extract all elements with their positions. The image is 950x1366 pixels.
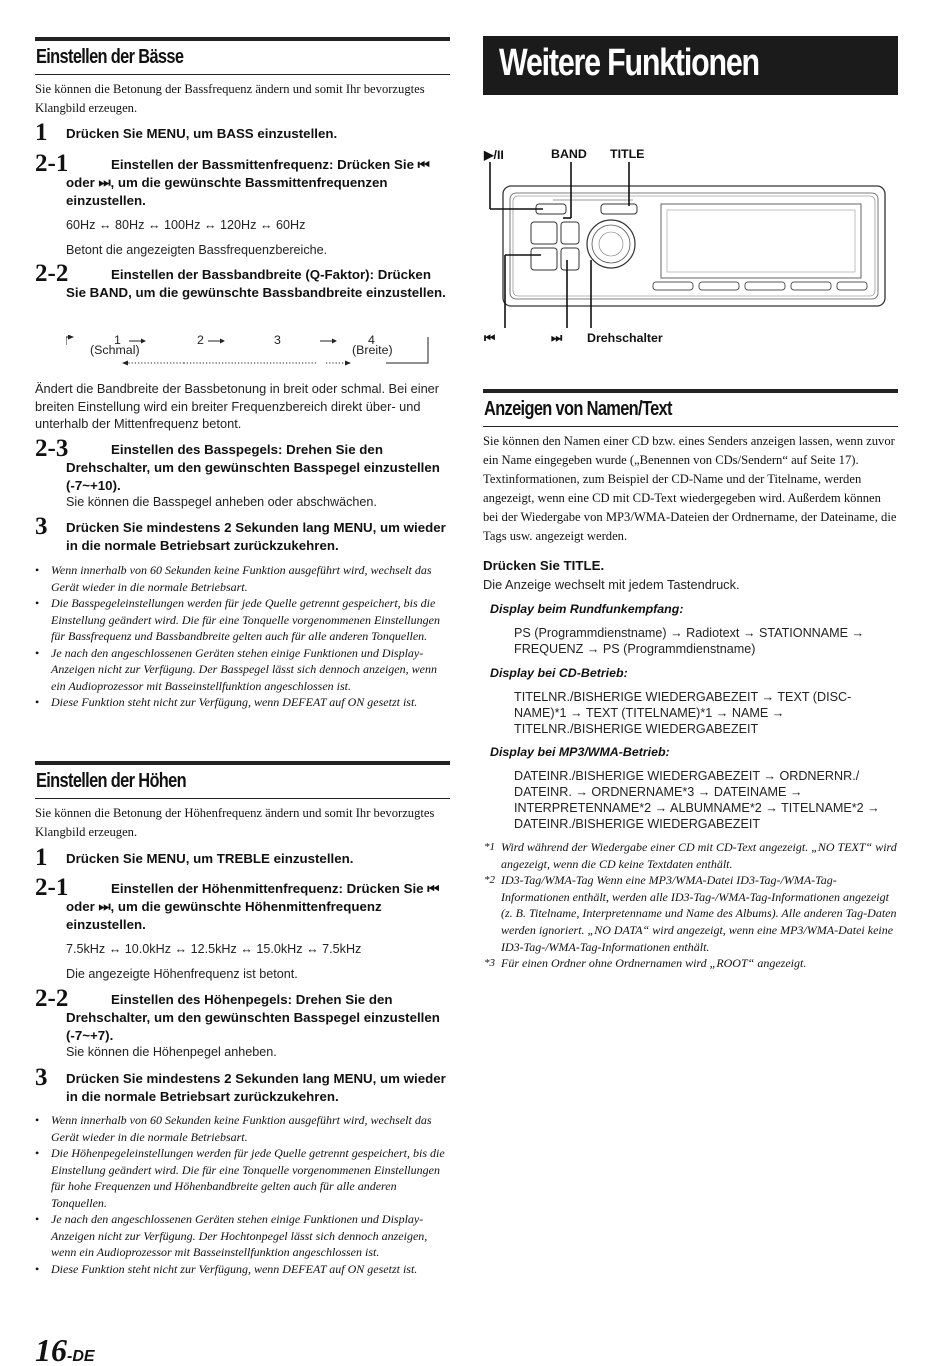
step-text: Drücken Sie MENU, um BASS einzustellen. <box>66 126 338 141</box>
footnote-text: Wird während der Wiedergabe einer CD mit CD-Text angezeigt. „NO TEXT“ wird angezeigt, wenn die CD keine Textdaten enthält. <box>501 840 897 871</box>
step-number: 2-1 <box>35 150 69 177</box>
footnote-mark: *1 <box>484 841 495 853</box>
step-note: Sie können die Basspegel anheben oder abschwächen. <box>66 495 377 509</box>
step-text: Einstellen der Bassbandbreite (Q-Faktor): Drücken Sie BAND, um die gewünschte Bassbandbreite einzustellen. <box>66 267 446 300</box>
step-text: Drücken Sie mindestens 2 Sekunden lang MENU, um wieder in die normale Betriebsart zurückzukehren. <box>66 1071 446 1104</box>
step-text: Einstellen der Höhenmittenfrequenz: Drücken Sie ⏮ oder ⏭, um die gewünschte Höhenmittenfrequenz einzustellen. <box>66 881 440 932</box>
q-value: 2 <box>197 333 204 347</box>
bass-section-heading <box>35 37 450 75</box>
treble-step-1 <box>35 844 450 871</box>
step-number: 3 <box>35 513 48 540</box>
list-item: • Diese Funktion steht nicht zur Verfügung, wenn DEFEAT auf ON gesetzt ist. <box>35 1261 450 1278</box>
band-label: BAND <box>551 147 587 161</box>
title-label: TITLE <box>610 147 645 161</box>
page-language-suffix: -DE <box>67 1348 95 1365</box>
next-track-icon: ⏭ <box>551 331 563 345</box>
q-wide-label: (Breite) <box>352 343 393 357</box>
step-number: 1 <box>35 119 48 146</box>
step-number: 3 <box>35 1064 48 1091</box>
step-number: 2-2 <box>35 260 69 287</box>
head-unit-illustration <box>483 160 898 360</box>
bass-step-1 <box>35 119 450 146</box>
list-item: • Wenn innerhalb von 60 Sekunden keine Funktion ausgeführt wird, wechselt das Gerät wieder in die normale Betriebsart. <box>35 562 450 595</box>
q-factor-note: Ändert die Bandbreite der Bassbetonung in breit oder schmal. Bei einer breiten Einstellung wird ein breiter Frequenzbereich direkt über- und unterhalb der Mittenfrequenz betont. <box>35 381 440 431</box>
treble-intro: Sie können die Betonung der Höhenfrequenz ändern und somit Ihr bevorzugtes Klangbild erzeugen. <box>35 806 435 839</box>
treble-frequency-sequence: 7.5kHz ↔ 10.0kHz ↔ 12.5kHz ↔ 15.0kHz ↔ 7.5kHz <box>66 942 362 956</box>
step-number: 1 <box>35 844 48 871</box>
footnote-text: ID3-Tag/WMA-Tag Wenn eine MP3/WMA-Datei ID3-Tag-/WMA-Tag-Informationen enthält, werden alle ID3-Tag-/WMA-Tag-Informationen angezeigt (z. B. Titelname, Interpretenname und Name des Albums). Alle anderen Tag-Daten werden ignoriert. „NO DATA“ wird angezeigt, wenn eine MP3/WMA-Datei keine ID3-Tag-/WMA-Tag-Informationen enthält. <box>501 873 897 954</box>
footnote-text: Für einen Ordner ohne Ordnernamen wird „ROOT“ angezeigt. <box>501 956 807 971</box>
list-item: • Diese Funktion steht nicht zur Verfügung, wenn DEFEAT auf ON gesetzt ist. <box>35 694 450 711</box>
treble-section-heading <box>35 761 450 799</box>
list-item: • Wenn innerhalb von 60 Sekunden keine Funktion ausgeführt wird, wechselt das Gerät wieder in die normale Betriebsart. <box>35 1112 450 1145</box>
bass-notes-list <box>35 562 450 711</box>
names-intro: Sie können den Namen einer CD bzw. eines Senders anzeigen lassen, wenn zuvor ein Name eingegeben wurde („Benennen von CDs/Sendern“ auf Seite 17). Textinformationen, zum Beispiel der CD-Name und der Titelname, werden angezeigt, wenn eine CD mit CD-Text wiedergegeben wird. Außerdem können bei der Wiedergabe von MP3/WMA-Dateien der Ordnername, der Dateiname, die Tags usw. angezeigt werden. <box>483 434 897 543</box>
step-number: 2-3 <box>35 435 69 462</box>
bass-heading-text: Einstellen der Bässe <box>36 46 184 68</box>
footnote-mark: *2 <box>484 874 495 887</box>
press-title-note: Die Anzeige wechselt mit jedem Tastendruck. <box>483 577 740 592</box>
step-text: Einstellen des Basspegels: Drehen Sie den Drehschalter, um den gewünschten Basspegel einzustellen (-7~+10). <box>66 442 440 493</box>
q-factor-diagram <box>66 335 431 367</box>
list-item: • Je nach den angeschlossenen Geräten stehen einige Funktionen und Display-Anzeigen nicht zur Verfügung. Der Basspegel lässt sich dennoch anzeigen, wenn ein Audioprozessor mit Basseinstellfunktion angeschlossen ist. <box>35 645 450 695</box>
footnote-3 <box>483 955 898 972</box>
mp3-display-heading: Display bei MP3/WMA-Betrieb: <box>490 745 670 759</box>
list-item: • Die Basspegeleinstellungen werden für jede Quelle getrennt gespeichert, bis die Einstellung geändert wird. Die für eine Tonquelle vorgenommenen Einstellungen für Bassfrequenz und Bassbandbreite gelten auch für alle anderen Tonquellen. <box>35 595 450 645</box>
q-value: 1 <box>114 333 121 347</box>
cd-display-sequence: TITELNR./BISHERIGE WIEDERGABEZEIT → TEXT (DISC-NAME)*1 → TEXT (TITELNAME)*1 → NAME → TITELNR./BISHERIGE WIEDERGABEZEIT <box>514 690 852 736</box>
step-note: Sie können die Höhenpegel anheben. <box>66 1045 277 1059</box>
radio-display-sequence: PS (Programmdienstname) → Radiotext → STATIONNAME → FREQUENZ → PS (Programmdienstname) <box>514 626 865 656</box>
names-heading-text: Anzeigen von Namen/Text <box>484 398 672 420</box>
footnotes <box>483 839 898 972</box>
step-note: Die angezeigte Höhenfrequenz ist betont. <box>66 967 298 981</box>
footnote-mark: *3 <box>484 957 495 970</box>
knob-label: Drehschalter <box>587 331 663 345</box>
step-number: 2-1 <box>35 874 69 901</box>
mp3-display-sequence: DATEINR./BISHERIGE WIEDERGABEZEIT → ORDNERNR./ DATEINR. → ORDNERNAME*3 → DATEINAME → INTERPRETENNAME*2 → ALBUMNAME*2 → TITELNAME*2 → DATEINR./BISHERIGE WIEDERGABEZEIT <box>514 769 880 831</box>
step-text: Drücken Sie MENU, um TREBLE einzustellen. <box>66 851 354 866</box>
bass-intro: Sie können die Betonung der Bassfrequenz ändern und somit Ihr bevorzugtes Klangbild erzeugen. <box>35 82 425 115</box>
cd-display-heading: Display bei CD-Betrieb: <box>490 666 628 680</box>
step-text: Einstellen des Höhenpegels: Drehen Sie den Drehschalter, um den gewünschten Basspegel einzustellen (-7~+7). <box>66 992 440 1043</box>
previous-track-icon: ⏮ <box>484 331 496 345</box>
q-value: 3 <box>274 333 281 347</box>
list-item: • Die Höhenpegeleinstellungen werden für jede Quelle getrennt gespeichert, bis die Einstellung geändert wird. Die für eine Tonquelle vorgenommenen Einstellungen für hohe Frequenzen und Höhenbandbreite gelten auch für alle anderen Tonquellen. <box>35 1145 450 1211</box>
footnote-2 <box>483 872 898 955</box>
banner-title: Weitere Funktionen <box>499 42 759 84</box>
weitere-funktionen-banner <box>483 36 898 95</box>
step-note: Betont die angezeigten Bassfrequenzbereiche. <box>66 243 328 257</box>
q-narrow-label: (Schmal) <box>90 343 140 357</box>
footnote-1 <box>483 839 898 872</box>
play-pause-label: ▶/II <box>484 148 504 162</box>
treble-notes-list <box>35 1112 450 1277</box>
list-item: • Je nach den angeschlossenen Geräten stehen einige Funktionen und Display-Anzeigen nicht zur Verfügung. Der Hochtonpegel lässt sich dennoch anzeigen, wenn ein Audioprozessor mit Basseinstellfunktion angeschlossen ist. <box>35 1211 450 1261</box>
step-text: Einstellen der Bassmittenfrequenz: Drücken Sie ⏮ oder ⏭, um die gewünschte Bassmittenfrequenzen einzustellen. <box>66 157 430 208</box>
press-title-instruction: Drücken Sie TITLE. <box>483 558 605 573</box>
page-number-value: 16 <box>35 1332 67 1366</box>
q-value: 4 <box>368 333 375 347</box>
page-number <box>35 1332 95 1366</box>
step-text: Drücken Sie mindestens 2 Sekunden lang MENU, um wieder in die normale Betriebsart zurückzukehren. <box>66 520 446 553</box>
treble-heading-text: Einstellen der Höhen <box>36 770 187 792</box>
names-section-heading <box>483 389 898 427</box>
step-number: 2-2 <box>35 985 69 1012</box>
bass-frequency-sequence: 60Hz ↔ 80Hz ↔ 100Hz ↔ 120Hz ↔ 60Hz <box>66 218 306 232</box>
radio-display-heading: Display beim Rundfunkempfang: <box>490 602 684 616</box>
